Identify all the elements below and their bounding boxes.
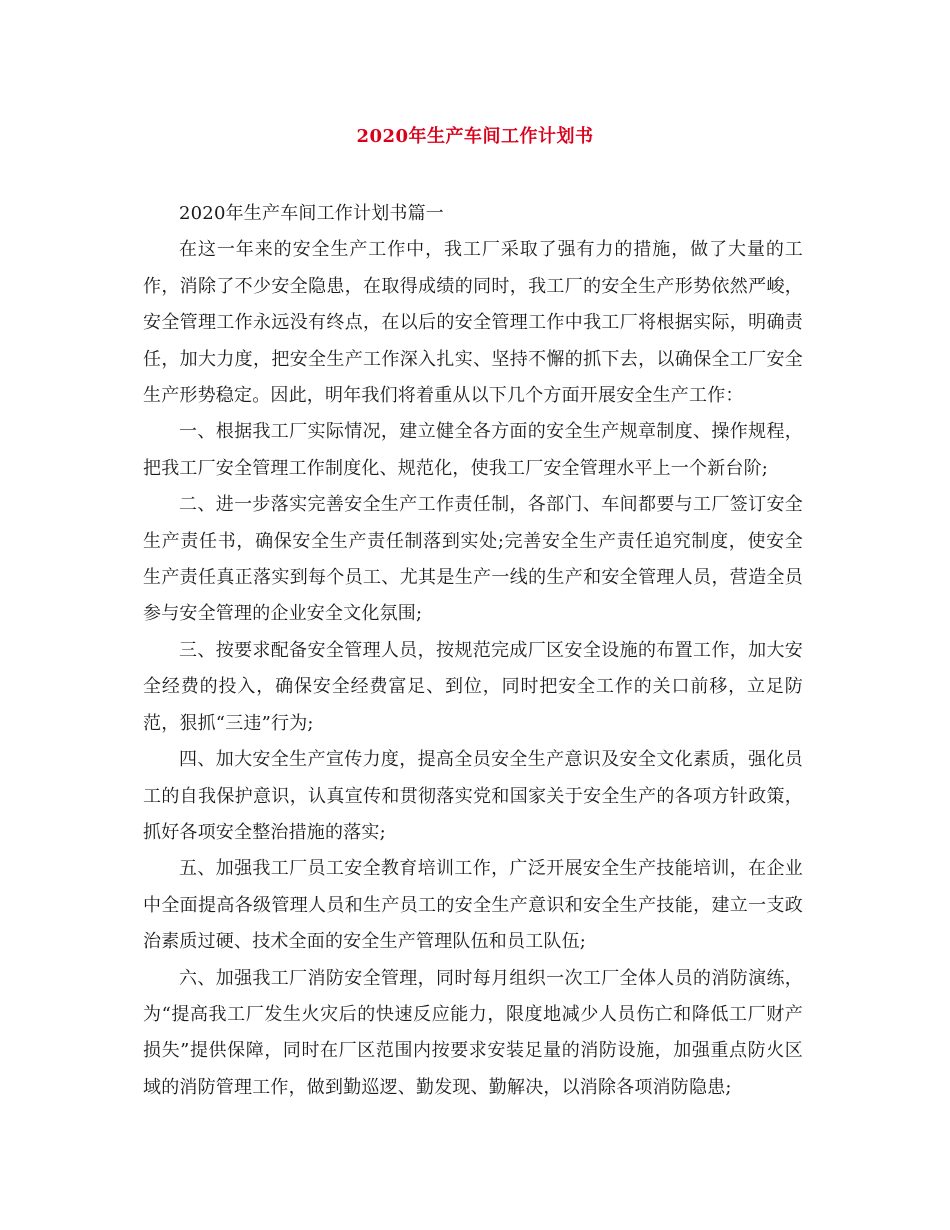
- section-heading: 2020年生产车间工作计划书篇一: [179, 203, 445, 224]
- paragraph-item-5: 五、加强我工厂员工安全教育培训工作，广泛开展安全生产技能培训，在企业中全面提高各级管理人员和生产员工的安全生产意识和安全生产技能，建立一支政治素质过硬、技术全面的安全生产管理队伍和员工队伍;: [143, 858, 803, 953]
- paragraph-item-2: 二、进一步落实完善安全生产工作责任制，各部门、车间都要与工厂签订安全生产责任书，确保安全生产责任制落到实处;完善安全生产责任追究制度，使安全生产责任真正落实到每个员工、尤其是生产一线的生产和安全管理人员，营造全员参与安全管理的企业安全文化氛围;: [143, 494, 803, 625]
- paragraph-item-6: 六、加强我工厂消防安全管理，同时每月组织一次工厂全体人员的消防演练，为“提高我工厂发生火灾后的快速反应能力，限度地减少人员伤亡和降低工厂财产损失”提供保障，同时在厂区范围内按要求安装足量的消防设施，加强重点防火区域的消防管理工作，做到勤巡逻、勤发现、勤解决，以消除各项消防隐患;: [143, 967, 803, 1098]
- paragraph-item-3: 三、按要求配备安全管理人员，按规范完成厂区安全设施的布置工作，加大安全经费的投入，确保安全经费富足、到位，同时把安全工作的关口前移，立足防范，狠抓“三违”行为;: [143, 639, 803, 734]
- paragraph-item-4: 四、加大安全生产宣传力度，提高全员安全生产意识及安全文化素质，强化员工的自我保护意识，认真宣传和贯彻落实党和国家关于安全生产的各项方针政策，抓好各项安全整治措施的落实;: [143, 749, 803, 843]
- document-title: 2020年生产车间工作计划书: [356, 126, 594, 147]
- document-body: [143, 196, 803, 1106]
- paragraph-intro: 在这一年来的安全生产工作中，我工厂采取了强有力的措施，做了大量的工作，消除了不少安全隐患，在取得成绩的同时，我工厂的安全生产形势依然严峻，安全管理工作永远没有终点，在以后的安全管理工作中我工厂将根据实际，明确责任，加大力度，把安全生产工作深入扎实、坚持不懈的抓下去，以确保全工厂安全生产形势稳定。因此，明年我们将着重从以下几个方面开展安全生产工作：: [143, 239, 803, 407]
- paragraph-item-1: 一、根据我工厂实际情况，建立健全各方面的安全生产规章制度、操作规程，把我工厂安全管理工作制度化、规范化，使我工厂安全管理水平上一个新台阶;: [143, 421, 803, 479]
